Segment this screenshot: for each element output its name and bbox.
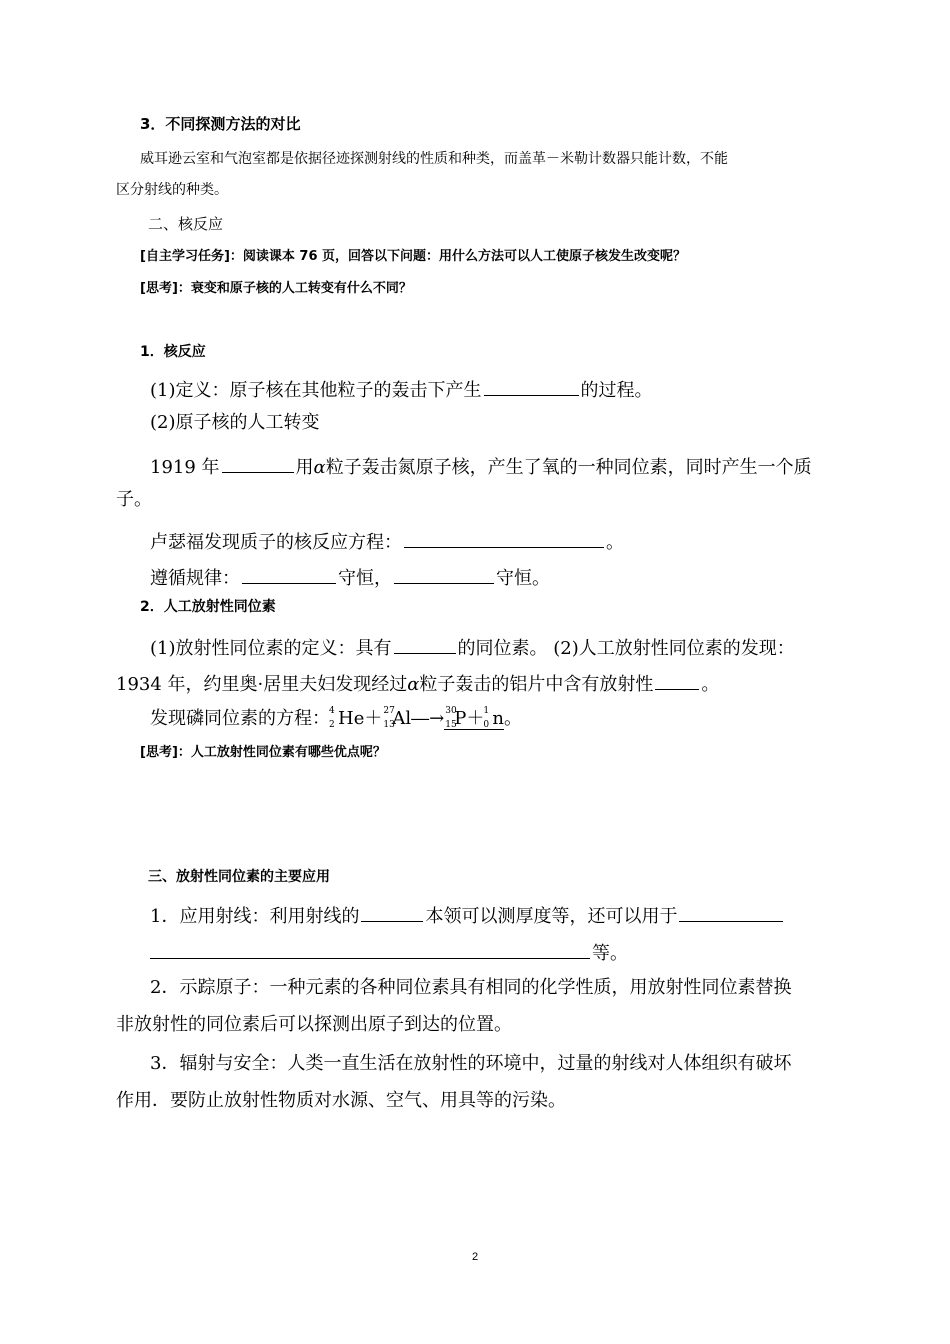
artificial-transmutation-heading: (2)原子核的人工转变 [150, 412, 320, 433]
alpha-symbol: α [313, 457, 326, 478]
rutherford-text: 卢瑟福发现质子的核反应方程： [150, 532, 402, 553]
blank-use-2[interactable] [150, 941, 590, 959]
page-number: 2 [472, 1251, 479, 1263]
isotope-def-rest: 的同位素。 (2)人工放射性同位素的发现： [457, 638, 795, 659]
laws-text: 遵循规律： [150, 568, 240, 589]
year-1934-text: 1934 年，约里奥·居里夫妇发现经过 [116, 674, 408, 695]
artificial-isotope-heading: 2．人工放射性同位素 [140, 599, 276, 615]
think-prompt-1: [思考]：衰变和原子核的人工转变有什么不同？ [140, 281, 412, 296]
blank-ray-ability[interactable] [361, 904, 423, 922]
blank-rutherford-equation[interactable] [404, 530, 604, 548]
plus-sign-2: ＋ [466, 708, 485, 729]
conservation-laws-line [150, 566, 550, 588]
rutherford-equation-line [150, 530, 624, 552]
app1-mid: 本领可以测厚度等，还可以用于 [425, 906, 678, 927]
application-3-line2: 作用．要防止放射性物质对水源、空气、用具等的污染。 [116, 1090, 566, 1111]
year-1919-line [150, 455, 812, 477]
blank-law-1[interactable] [242, 566, 336, 584]
app1-end: 等。 [592, 943, 628, 964]
blank-law-2[interactable] [394, 566, 494, 584]
year-1919-continuation: 子。 [116, 489, 152, 510]
app1-text: 1．应用射线：利用射线的 [150, 906, 360, 927]
year-1934-line [116, 672, 719, 694]
application-2-line1: 2．示踪原子：一种元素的各种同位素具有相同的化学性质，用放射性同位素替换 [150, 977, 792, 998]
s3-paragraph-line1: 威耳逊云室和气泡室都是依据径迹探测射线的性质和种类，而盖革－米勒计数器只能计数，不能 [140, 151, 728, 167]
equation-end: 。 [503, 708, 522, 729]
nuclide-neutron: 1 0 n [483, 706, 504, 730]
year-1919-rest: 粒子轰击氮原子核，产生了氧的一种同位素，同时产生一个质 [325, 457, 812, 478]
application-3-line1: 3．辐射与安全：人类一直生活在放射性的环境中，过量的射线对人体组织有破坏 [150, 1053, 792, 1074]
year-1919-mid: 用 [295, 457, 314, 478]
alpha-symbol-2: α [407, 674, 420, 695]
applications-section-title: 三、放射性同位素的主要应用 [148, 869, 330, 885]
nuclide-phosphorus: 30 15 P [445, 706, 467, 730]
blank-use-1[interactable] [679, 904, 783, 922]
phosphorus-label: 发现磷同位素的方程： [150, 708, 330, 729]
self-study-task: [自主学习任务]：阅读课本 76 页，回答以下问题：用什么方法可以人工使原子核发生改变呢？ [140, 249, 687, 264]
year-1934-end: 。 [701, 674, 720, 695]
nuclide-helium: 4 2 He [329, 706, 365, 730]
laws-mid: 守恒， [338, 568, 392, 589]
isotope-def-text: (1)放射性同位素的定义：具有 [150, 638, 392, 659]
definition-text: (1)定义：原子核在其他粒子的轰击下产生 [150, 380, 482, 401]
blank-radioactive[interactable] [655, 672, 699, 690]
think-prompt-2: [思考]：人工放射性同位素有哪些优点呢？ [140, 745, 386, 760]
section3-heading: 3．不同探测方法的对比 [140, 115, 301, 133]
year-1919-text: 1919 年 [150, 457, 220, 478]
reaction-arrow: ―→ [411, 708, 445, 729]
definition-line [150, 378, 653, 400]
phosphorus-equation-line [150, 706, 522, 730]
application-1-line2 [148, 941, 628, 963]
laws-end: 守恒。 [496, 568, 550, 589]
blank-definition[interactable] [484, 378, 579, 396]
year-1934-rest: 粒子轰击的铝片中含有放射性 [419, 674, 654, 695]
equation-products [444, 708, 504, 730]
s3-paragraph-line2: 区分射线的种类。 [116, 182, 228, 198]
rutherford-end: 。 [606, 532, 624, 553]
blank-scientist[interactable] [222, 455, 294, 473]
blank-isotope-property[interactable] [394, 636, 456, 654]
isotope-definition-line [150, 636, 795, 658]
nuclide-aluminum: 27 13 Al [383, 706, 412, 730]
definition-text-end: 的过程。 [580, 380, 653, 401]
nuclear-reaction-section-title: 二、核反应 [148, 215, 224, 233]
application-2-line2: 非放射性的同位素后可以探测出原子到达的位置。 [116, 1014, 512, 1035]
plus-sign: ＋ [364, 708, 383, 729]
nuclear-reaction-heading: 1．核反应 [140, 344, 206, 360]
application-1-line [150, 904, 785, 926]
